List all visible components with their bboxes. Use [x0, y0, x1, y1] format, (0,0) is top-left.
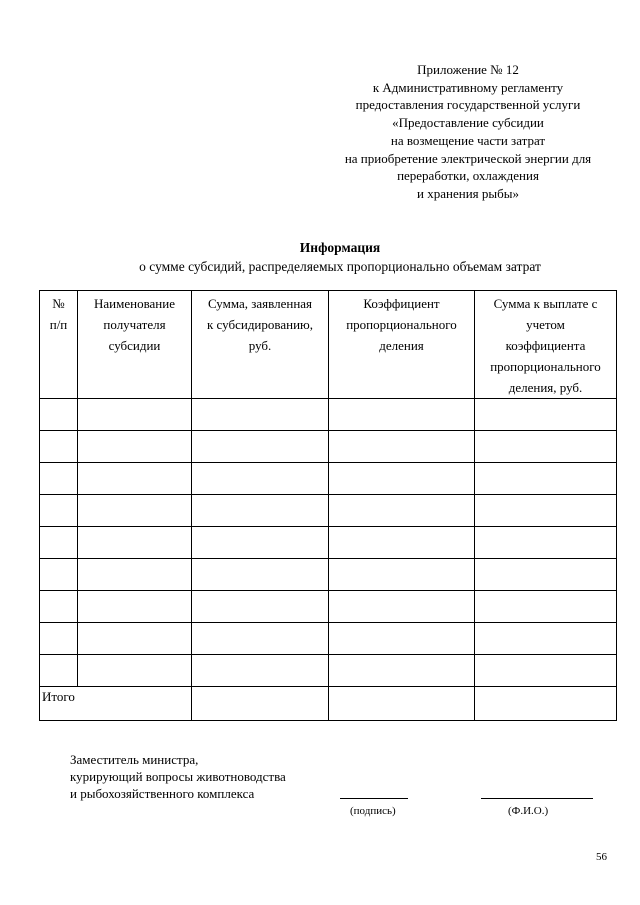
table-cell: [329, 591, 475, 623]
table-cell: [192, 463, 329, 495]
appendix-line: Приложение № 12: [417, 62, 519, 77]
table-cell: [475, 655, 617, 687]
table-cell: [329, 431, 475, 463]
table-cell: [475, 463, 617, 495]
table-cell: [475, 623, 617, 655]
table-cell: [78, 527, 192, 559]
table-cell: [192, 399, 329, 431]
signature-caption: (подпись): [350, 805, 396, 817]
table-row: [40, 591, 617, 623]
table-cell: [78, 495, 192, 527]
table-cell: [329, 495, 475, 527]
name-underline: [481, 798, 593, 799]
table-cell: [329, 527, 475, 559]
table-cell: [40, 431, 78, 463]
table-cell: [475, 399, 617, 431]
signature-underline: [340, 798, 408, 799]
table-cell: [475, 687, 617, 721]
appendix-line: предоставления государственной услуги: [355, 97, 581, 113]
table-cell: [192, 527, 329, 559]
table-row: [40, 399, 617, 431]
document-subtitle: о сумме субсидий, распределяемых пропорционально объемам затрат: [139, 259, 541, 274]
appendix-header: [318, 61, 618, 203]
table-row: [40, 559, 617, 591]
table-row: [40, 527, 617, 559]
header-number: № п/п: [40, 291, 78, 399]
table-cell: [329, 463, 475, 495]
signature-block: [70, 751, 286, 802]
total-label: Итого: [40, 687, 192, 721]
table-header-row: [40, 291, 617, 399]
table-cell: [192, 591, 329, 623]
table-cell: [329, 623, 475, 655]
appendix-line: и хранения рыбы»: [417, 185, 519, 201]
table-cell: [475, 559, 617, 591]
table-total-row: [40, 687, 617, 721]
table-cell: [192, 655, 329, 687]
header-payout: Сумма к выплате с учетом коэффициента пропорционального деления, руб.: [475, 291, 617, 399]
page-number: 56: [596, 851, 607, 863]
header-claimed-amount: Сумма, заявленная к субсидированию, руб.: [192, 291, 329, 399]
table-row: [40, 623, 617, 655]
header-recipient: Наименование получателя субсидии: [78, 291, 192, 399]
table-cell: [40, 495, 78, 527]
table-cell: [40, 399, 78, 431]
header-coefficient: Коэффициент пропорционального деления: [329, 291, 475, 399]
signature-line: и рыбохозяйственного комплекса: [70, 786, 255, 801]
name-caption: (Ф.И.О.): [508, 805, 549, 817]
table-cell: [192, 559, 329, 591]
table-row: [40, 655, 617, 687]
table-cell: [40, 527, 78, 559]
table-cell: [78, 463, 192, 495]
table-cell: [78, 655, 192, 687]
document-title: Информация: [299, 240, 381, 255]
table-row: [40, 495, 617, 527]
table-cell: [78, 399, 192, 431]
table-cell: [192, 431, 329, 463]
table-cell: [475, 495, 617, 527]
table-cell: [329, 399, 475, 431]
table-cell: [40, 559, 78, 591]
table-cell: [192, 687, 329, 721]
appendix-line: к Административному регламенту: [372, 79, 564, 95]
table-cell: [329, 559, 475, 591]
table-cell: [40, 463, 78, 495]
table-cell: [329, 655, 475, 687]
table-cell: [40, 655, 78, 687]
table-cell: [40, 591, 78, 623]
table-cell: [329, 687, 475, 721]
table-cell: [78, 431, 192, 463]
table-cell: [475, 591, 617, 623]
appendix-line: на приобретение электрической энергии для: [344, 150, 592, 166]
table-cell: [40, 623, 78, 655]
table-cell: [475, 431, 617, 463]
appendix-line: на возмещение части затрат: [390, 132, 546, 148]
table-cell: [475, 527, 617, 559]
table-cell: [78, 559, 192, 591]
table-cell: [78, 591, 192, 623]
appendix-line: «Предоставление субсидии: [392, 115, 544, 131]
table-cell: [192, 495, 329, 527]
table-cell: [192, 623, 329, 655]
appendix-line: переработки, охлаждения: [397, 168, 539, 184]
table-row: [40, 431, 617, 463]
table-row: [40, 463, 617, 495]
signature-line: курирующий вопросы животноводства: [70, 769, 286, 784]
signature-line: Заместитель министра,: [70, 752, 199, 767]
table-cell: [78, 623, 192, 655]
subsidy-table: [39, 290, 617, 721]
